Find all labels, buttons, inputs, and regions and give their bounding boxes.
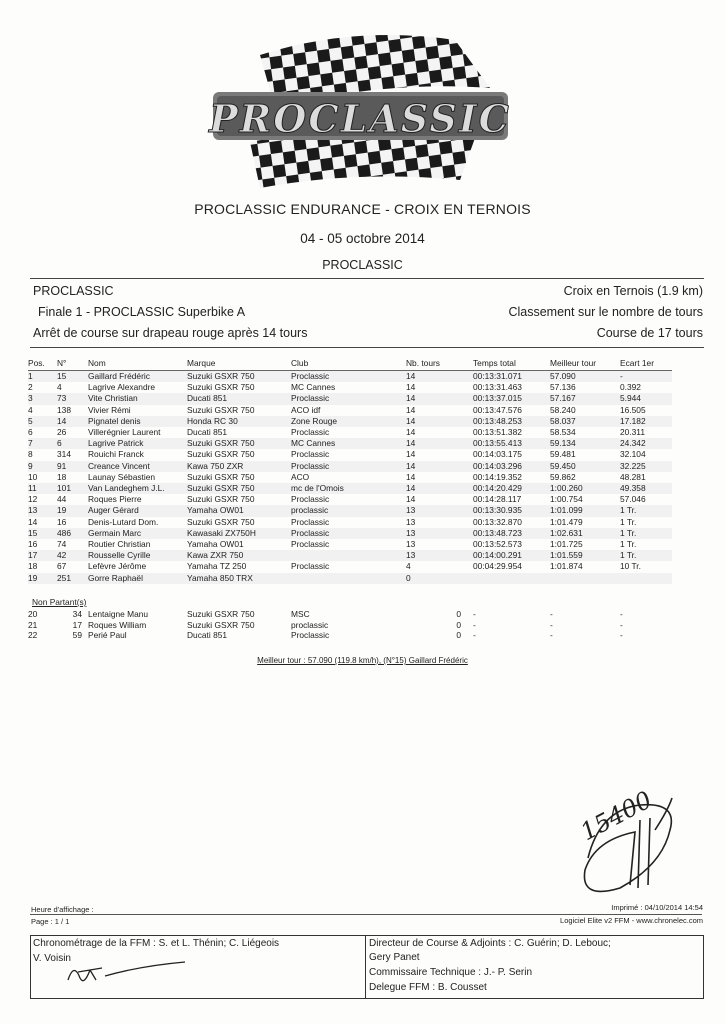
cell-marque: Kawa 750 ZXR [187, 461, 291, 472]
cell-pos: 19 [28, 573, 57, 584]
cell-nom: Roques William [88, 619, 147, 630]
cell-meilleur: 59.134 [550, 438, 620, 449]
chrono-line-1: Chronométrage de la FFM : S. et L. Thénin; C. Liégeois [33, 938, 280, 949]
col-header-num: N° [57, 356, 88, 371]
cell-nom: Perié Paul [88, 630, 127, 640]
cell-ecart: 16.505 [620, 404, 646, 415]
cell-nom: Creance Vincent [88, 461, 187, 472]
table-row [28, 427, 672, 438]
cell-tours: 13 [406, 505, 473, 516]
cell-meilleur: - [550, 619, 553, 630]
cell-pos: 21 [28, 619, 38, 630]
officials-divider [365, 935, 366, 999]
circuit-name: Croix en Ternois (1.9 km) [563, 284, 703, 298]
cell-ecart: - [620, 609, 623, 619]
table-header-row [28, 356, 672, 371]
cell-meilleur: 58.037 [550, 416, 620, 427]
cell-nom: Lefèvre Jérôme [88, 561, 147, 572]
cell-tours: 14 [406, 483, 473, 494]
table-row [28, 517, 672, 528]
cell-tours: 0 [456, 630, 461, 640]
cell-pos: 5 [28, 416, 57, 427]
cell-num: 67 [57, 561, 67, 572]
cell-num: 19 [57, 505, 88, 516]
cell-nom: Vite Christian [88, 393, 187, 404]
cell-marque: Suzuki GSXR 750 [187, 382, 255, 393]
signature [560, 770, 690, 900]
cell-pos: 14 [28, 516, 38, 527]
cell-ecart: 1 Tr. [620, 550, 672, 561]
col-header-marque: Marque [187, 356, 291, 371]
proclassic-logo [205, 30, 515, 190]
table-row [28, 449, 672, 460]
cell-club: MC Cannes [291, 382, 336, 393]
cell-marque: Kawasaki ZX750H [187, 528, 291, 539]
cell-temps: 00:13:31.463 [473, 382, 522, 393]
table-row [28, 472, 672, 483]
cell-nom: Lentaigne Manu [88, 609, 149, 619]
cell-num: 42 [57, 550, 88, 561]
cell-marque: Kawa ZXR 750 [187, 550, 291, 561]
cell-temps: 00:13:32.870 [473, 516, 522, 527]
cell-temps: 00:13:48.723 [473, 528, 550, 539]
signature-number: 15400 [575, 785, 657, 847]
divider [30, 347, 704, 348]
cell-nom: Vivier Rémi [88, 404, 131, 415]
cell-num: 6 [57, 438, 88, 449]
cell-tours: 0 [406, 573, 473, 584]
cell-temps: - [473, 609, 476, 619]
table-row [28, 550, 672, 561]
software-credit: Logiciel Elite v2 FFM - www.chronelec.com [560, 916, 703, 925]
cell-meilleur: 1:01.725 [550, 539, 583, 550]
director-line-2: Gery Panet [369, 952, 420, 963]
non-partant-row [28, 609, 672, 620]
cell-temps: 00:14:03.175 [473, 449, 522, 460]
cell-ecart: 57.046 [620, 494, 646, 505]
cell-club: mc de l'Omois [291, 483, 406, 494]
cell-nom: Villerégnier Laurent [88, 427, 161, 438]
cell-nom: Roques Pierre [88, 494, 142, 505]
cell-meilleur: 1:02.631 [550, 528, 620, 539]
cell-club: MSC [291, 609, 310, 619]
cell-num: 101 [57, 483, 88, 494]
col-header-temps: Temps total [473, 356, 550, 371]
divider [30, 914, 702, 915]
director-line-1: Directeur de Course & Adjoints : C. Guérin; D. Lebouc; [369, 938, 611, 949]
cell-pos: 20 [28, 609, 38, 619]
cell-ecart: 10 Tr. [620, 561, 641, 572]
cell-tours: 14 [406, 449, 416, 460]
cell-marque: Suzuki GSXR 750 [187, 483, 291, 494]
table-row [28, 371, 672, 383]
cell-pos: 2 [28, 382, 33, 393]
cell-meilleur [550, 573, 620, 584]
cell-meilleur: 58.240 [550, 404, 576, 415]
cell-meilleur: 1:01.099 [550, 505, 620, 516]
cell-club: Proclassic [291, 561, 330, 572]
cell-meilleur: 1:01.559 [550, 550, 620, 561]
cell-tours: 14 [406, 393, 473, 404]
cell-marque: Ducati 851 [187, 427, 228, 438]
cell-temps: 00:14:20.429 [473, 483, 550, 494]
cell-pos: 6 [28, 427, 33, 438]
cell-nom: Germain Marc [88, 528, 187, 539]
cell-num: 74 [57, 539, 67, 550]
cell-pos: 11 [28, 483, 57, 494]
table-row [28, 539, 672, 550]
table-row [28, 393, 672, 404]
cell-temps: 00:14:00.291 [473, 550, 550, 561]
cell-marque: Honda RC 30 [187, 416, 291, 427]
page-number: Page : 1 / 1 [31, 917, 70, 926]
race-length: Course de 17 tours [596, 326, 703, 340]
cell-marque: Suzuki GSXR 750 [187, 494, 255, 505]
event-title: PROCLASSIC ENDURANCE - CROIX EN TERNOIS [194, 201, 531, 217]
cell-temps: 00:04:29.954 [473, 561, 522, 572]
cell-pos: 8 [28, 449, 33, 460]
cell-meilleur: 1:00.260 [550, 483, 620, 494]
cell-nom: Lagrive Patrick [88, 438, 187, 449]
cell-tours: 0 [456, 609, 461, 619]
cell-marque: Suzuki GSXR 750 [187, 471, 255, 482]
race-name: Finale 1 - PROCLASSIC Superbike A [38, 305, 246, 319]
cell-nom: Denis-Lutard Dom. [88, 516, 159, 527]
col-header-club: Club [291, 356, 406, 371]
cell-tours: 4 [406, 561, 411, 572]
cell-ecart: 24.342 [620, 438, 672, 449]
cell-club: Proclassic [291, 516, 330, 527]
cell-ecart: - [620, 371, 672, 383]
table-row [28, 573, 672, 584]
cell-meilleur: - [550, 630, 553, 640]
cell-pos: 18 [28, 561, 38, 572]
cell-marque: Suzuki GSXR 750 [187, 404, 255, 415]
cell-nom: Van Landeghem J.L. [88, 483, 187, 494]
cell-marque: Ducati 851 [187, 630, 228, 640]
cell-pos: 12 [28, 494, 38, 505]
table-row [28, 494, 672, 505]
stop-note: Arrêt de course sur drapeau rouge après 14 tours [33, 326, 308, 340]
cell-temps: 00:14:19.352 [473, 471, 522, 482]
cell-num: 14 [57, 416, 88, 427]
cell-temps: 00:13:51.382 [473, 427, 522, 438]
cell-pos: 9 [28, 461, 57, 472]
cell-pos: 4 [28, 404, 33, 415]
cell-tours: 13 [406, 550, 473, 561]
cell-num: 44 [57, 494, 67, 505]
table-row [28, 561, 672, 572]
non-partants-label: Non Partant(s) [32, 597, 87, 607]
cell-nom: Routier Christian [88, 539, 151, 550]
cell-nom: Rousselle Cyrille [88, 550, 187, 561]
cell-club: proclassic [291, 505, 406, 516]
cell-temps: 00:13:37.015 [473, 393, 550, 404]
cell-num: 251 [57, 573, 88, 584]
cell-temps: 00:14:28.117 [473, 494, 522, 505]
cell-temps [473, 573, 550, 584]
table-row [28, 528, 672, 539]
table-row [28, 416, 672, 427]
cell-num: 16 [57, 516, 67, 527]
cell-num: 17 [72, 619, 82, 630]
logo-text: PROCLASSIC [209, 96, 511, 141]
cell-num: 59 [72, 630, 82, 640]
cell-marque: Yamaha TZ 250 [187, 561, 247, 572]
cell-nom: Auger Gérard [88, 505, 187, 516]
cell-club: ACO idf [291, 404, 321, 415]
cell-club: MC Cannes [291, 438, 406, 449]
cell-club: Proclassic [291, 427, 330, 438]
cell-marque: Ducati 851 [187, 393, 291, 404]
cell-num: 34 [72, 609, 82, 619]
cell-ecart: 32.225 [620, 461, 672, 472]
cell-num: 4 [57, 382, 62, 393]
table-row [28, 405, 672, 416]
cell-meilleur: 1:01.479 [550, 516, 583, 527]
cell-marque: Suzuki GSXR 750 [187, 619, 255, 630]
cell-tours: 13 [406, 539, 416, 550]
cell-meilleur: 1:01.874 [550, 561, 583, 572]
cell-ecart: 32.104 [620, 449, 646, 460]
cell-temps: 00:14:03.296 [473, 461, 550, 472]
cell-pos: 16 [28, 539, 38, 550]
cell-club: Proclassic [291, 494, 330, 505]
cell-tours: 14 [406, 471, 416, 482]
cell-club [291, 573, 406, 584]
cell-num: 486 [57, 528, 88, 539]
cell-pos: 15 [28, 528, 57, 539]
event-subtitle: PROCLASSIC [322, 258, 403, 272]
cell-meilleur: 57.167 [550, 393, 620, 404]
cell-nom: Gaillard Frédéric [88, 371, 187, 383]
col-header-nom: Nom [88, 356, 187, 371]
cell-club: Zone Rouge [291, 416, 406, 427]
table-row [28, 461, 672, 472]
cell-pos: 1 [28, 371, 57, 383]
cell-temps: 00:13:55.413 [473, 438, 550, 449]
cell-meilleur: 58.534 [550, 427, 576, 438]
cell-ecart: 20.311 [620, 427, 645, 438]
table-row [28, 438, 672, 449]
cell-temps: 00:13:48.253 [473, 416, 550, 427]
cell-club: Proclassic [291, 449, 330, 460]
cell-pos: 22 [28, 630, 38, 640]
chrono-line-2: V. Voisin [33, 953, 71, 964]
cell-club: Proclassic [291, 630, 330, 640]
cell-ecart: 5.944 [620, 393, 672, 404]
cell-num: 138 [57, 404, 71, 415]
results-table [28, 356, 672, 584]
cell-nom: Launay Sébastien [88, 471, 156, 482]
divider [30, 278, 704, 279]
cell-club: Proclassic [291, 461, 406, 472]
cell-meilleur: 59.862 [550, 471, 576, 482]
cell-tours: 14 [406, 494, 416, 505]
cell-ecart: 48.281 [620, 471, 646, 482]
cell-temps: 00:13:52.573 [473, 539, 522, 550]
non-partant-row [28, 630, 672, 641]
col-header-tours: Nb. tours [406, 356, 473, 371]
cell-pos: 13 [28, 505, 57, 516]
cell-num: 91 [57, 461, 88, 472]
col-header-meilleur: Meilleur tour [550, 356, 620, 371]
cell-tours: 14 [406, 427, 416, 438]
cell-ecart: 17.182 [620, 416, 672, 427]
cell-marque: Yamaha OW01 [187, 539, 244, 550]
cell-tours: 0 [456, 619, 461, 630]
cell-ecart: 1 Tr. [620, 516, 637, 527]
cell-tours: 14 [406, 371, 473, 383]
event-date: 04 - 05 octobre 2014 [300, 231, 425, 246]
cell-club: proclassic [291, 619, 329, 630]
cell-club [291, 550, 406, 561]
cell-meilleur: - [550, 609, 553, 619]
cell-pos: 3 [28, 393, 57, 404]
col-header-pos: Pos. [28, 356, 57, 371]
cell-num: 314 [57, 449, 71, 460]
cell-ecart: - [620, 619, 623, 630]
cell-tours: 14 [406, 438, 473, 449]
cell-nom: Rouichi Franck [88, 449, 144, 460]
cell-temps: - [473, 630, 476, 640]
cell-meilleur: 59.481 [550, 449, 576, 460]
cell-ecart: 1 Tr. [620, 528, 672, 539]
cell-ecart: 0.392 [620, 382, 641, 393]
cell-club: ACO [291, 471, 310, 482]
cell-ecart: 1 Tr. [620, 505, 672, 516]
cell-pos: 17 [28, 550, 57, 561]
cell-marque: Yamaha OW01 [187, 505, 291, 516]
cell-marque: Suzuki GSXR 750 [187, 449, 255, 460]
cell-ecart: - [620, 630, 623, 640]
series-name: PROCLASSIC [33, 284, 114, 298]
cell-club: Proclassic [291, 539, 330, 550]
table-row [28, 505, 672, 516]
col-header-ecart: Ecart 1er [620, 356, 672, 371]
cell-num: 73 [57, 393, 88, 404]
cell-club: Proclassic [291, 393, 406, 404]
cell-nom: Gorre Raphaël [88, 573, 187, 584]
cell-tours: 14 [406, 404, 416, 415]
cell-num: 15 [57, 371, 88, 383]
cell-temps: 00:13:30.935 [473, 505, 550, 516]
cell-marque: Suzuki GSXR 750 [187, 438, 291, 449]
heure-affichage: Heure d'affichage : [31, 905, 94, 914]
cell-ecart: 49.358 [620, 483, 672, 494]
cell-marque: Suzuki GSXR 750 [187, 609, 255, 619]
cell-tours: 14 [406, 416, 473, 427]
cell-club: Proclassic [291, 371, 406, 383]
cell-nom: Lagrive Alexandre [88, 382, 156, 393]
cell-meilleur: 57.136 [550, 382, 576, 393]
cell-temps: 00:13:31.071 [473, 371, 550, 383]
best-lap-note: Meilleur tour : 57.090 (119.8 km/h), (N°15) Gaillard Frédéric [257, 656, 468, 665]
cell-num: 26 [57, 427, 67, 438]
cell-temps: 00:13:47.576 [473, 404, 522, 415]
cell-tours: 14 [406, 382, 416, 393]
table-row [28, 483, 672, 494]
commissaire-technique: Commissaire Technique : J.- P. Serin [369, 967, 533, 978]
cell-pos: 7 [28, 438, 57, 449]
cell-tours: 14 [406, 461, 473, 472]
cell-meilleur: 1:00.754 [550, 494, 583, 505]
cell-marque: Suzuki GSXR 750 [187, 371, 291, 383]
cell-marque: Suzuki GSXR 750 [187, 516, 255, 527]
cell-meilleur: 59.450 [550, 461, 620, 472]
cell-club: Proclassic [291, 528, 406, 539]
cell-meilleur: 57.090 [550, 371, 620, 383]
cell-nom: Pignatel denis [88, 416, 187, 427]
non-partants-table [28, 609, 672, 641]
cell-num: 18 [57, 471, 67, 482]
delegue-ffm: Delegue FFM : B. Cousset [369, 982, 487, 993]
printed-date: Imprimé : 04/10/2014 14:54 [611, 903, 703, 912]
cell-marque: Yamaha 850 TRX [187, 573, 291, 584]
cell-temps: - [473, 619, 476, 630]
cell-tours: 13 [406, 516, 416, 527]
cell-ecart: 1 Tr. [620, 539, 637, 550]
cell-tours: 13 [406, 528, 473, 539]
table-row [28, 382, 672, 393]
classification-note: Classement sur le nombre de tours [508, 305, 703, 319]
non-partant-row [28, 620, 672, 631]
chrono-signature [60, 958, 190, 988]
cell-ecart [620, 573, 672, 584]
cell-pos: 10 [28, 471, 38, 482]
